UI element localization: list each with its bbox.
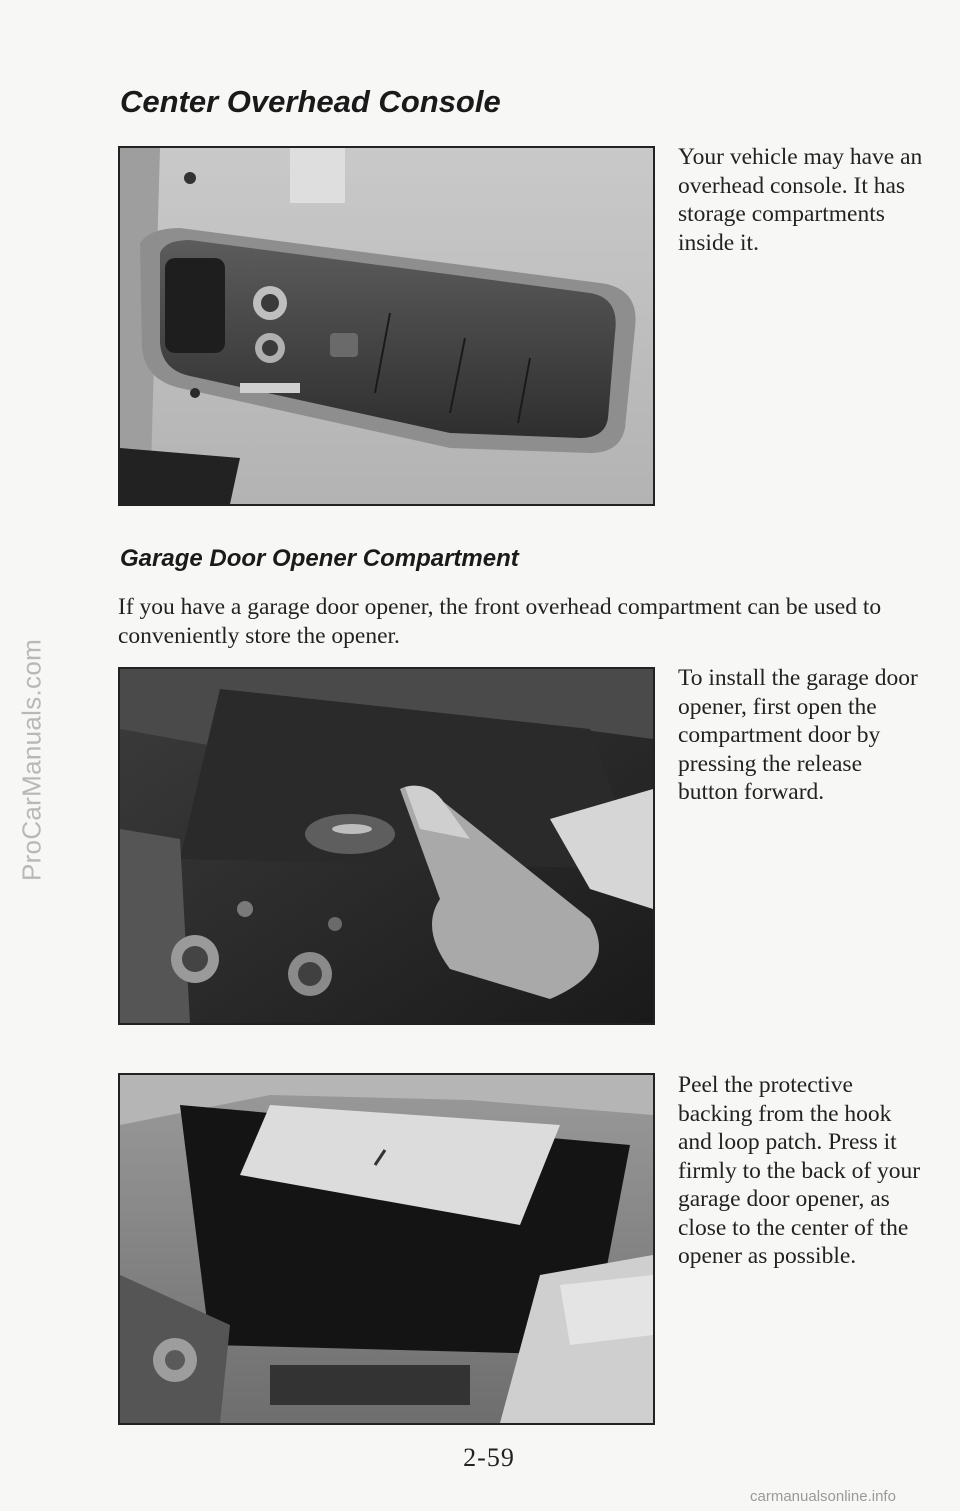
section-title: Center Overhead Console [120,84,501,119]
release-button-photo [118,667,655,1025]
hook-loop-patch-photo [118,1073,655,1425]
page-number: 2-59 [463,1443,515,1472]
watermark: ProCarManuals.com [16,638,47,882]
footer-url: carmanualsonline.info [750,1488,896,1505]
subsection-title: Garage Door Opener Compartment [120,545,519,572]
step2-paragraph: Peel the protective backing from the hook and loop patch. Press it firmly to the back of your garage door opener, as close to the center of the opener as possible. [678,1072,921,1269]
overhead-console-photo [118,146,655,506]
step1-paragraph: To install the garage door opener, first open the compartment door by pressing the release button forward. [678,665,918,805]
intro-paragraph: Your vehicle may have an overhead console. It has storage compartments inside it. [678,144,923,256]
subsection-intro-paragraph: If you have a garage door opener, the front overhead compartment can be used to conveniently store the opener. [118,594,882,649]
